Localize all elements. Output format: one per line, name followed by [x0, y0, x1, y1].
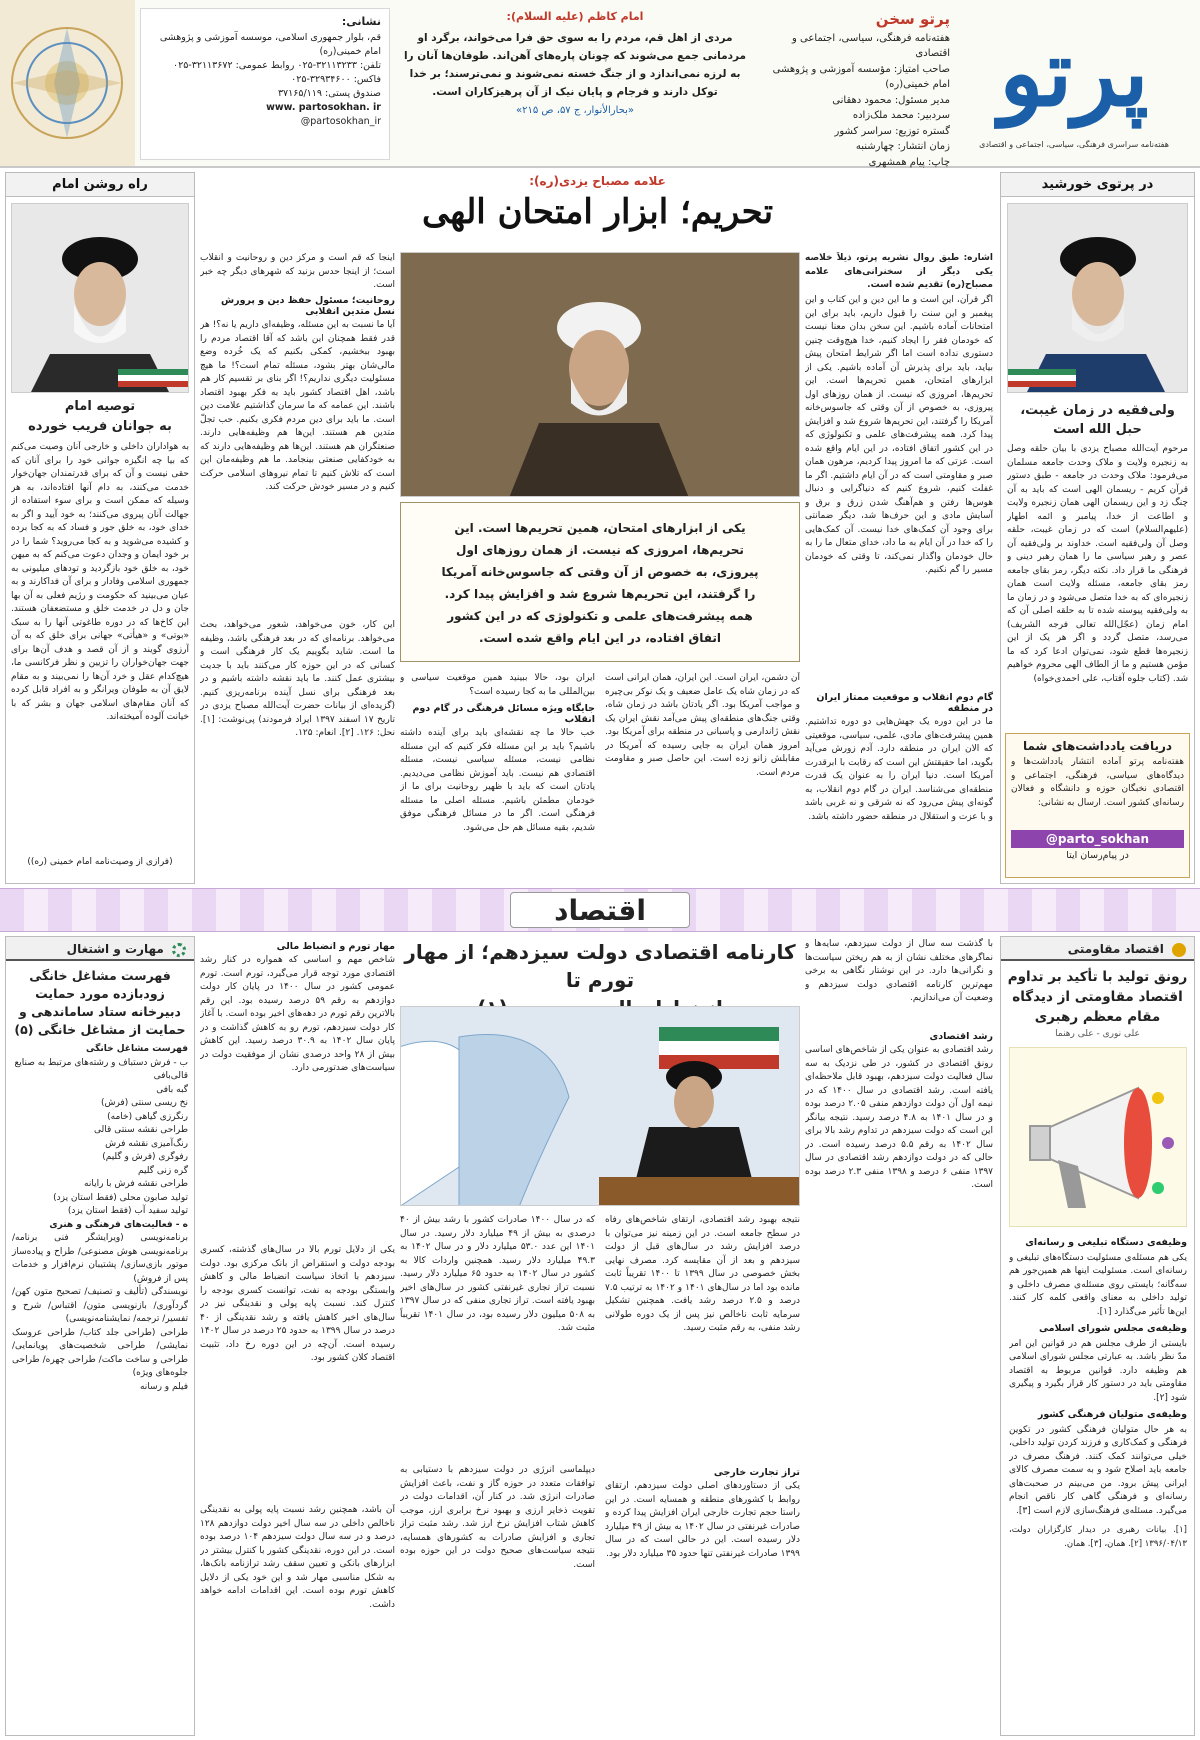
- list-item: طراحی نقشه فرش با رایانه: [84, 1179, 188, 1189]
- list-item: فیلم و رسانه: [139, 1381, 188, 1392]
- list-item: طراحی (طراحی جلد کتاب/ طراحی عروسک‌ نمایشی/ طراحی شخصیت‌های پویانمایی/ طراحی و ساخت ماکت/ طراحی چهره/ طراحی جلوه‌های ویژه): [12, 1327, 188, 1378]
- article-subheadline: به جوانان فریب خورده: [28, 419, 172, 434]
- logo: [955, 8, 1193, 158]
- article-text: این کار، خون می‌خواهد، شعور می‌خواهد، بحث می‌خواهد. برنامه‌ای که در بعد فرهنگی باشد، وظیفه ما است. شاید بگوییم یک کار فرهنگی است و کسانی که در این حوزه کار می‌کنند باید با جدیت بیشتری عمل کنند. ما باید نقشه داشته باشیم و در بعد فرهنگی برای نسل آینده برنامه‌ریزی کنیم. (گزیده‌ای از بیانات حضرت آیت‌الله مصباح یزدی در تاریخ ۱۷ اسفند ۱۳۹۷ ایراد فرمودند) پی‌نوشت: [۱]. نحل: ۱۲۶. [۲]. انعام: ۱۲۵.: [200, 620, 395, 738]
- article-text: دیپلماسی انرژی در دولت سیزدهم با دستیابی به توافقات متعدد در حوزه گاز و نفت، باعث افزایش صادرات انرژی شد. در کنار آن، اقدامات دولت در تقویت ذخایر ارزی و بهبود نرخ برابری ارز، موجب کاهش شتاب افزایش نرخ ارز شد. رشد مثبت تراز تجاری و افزایش صادرات به کشورهای همسایه، نتیجه سیاست‌های صحیح دولت در این حوزه بوده است.: [400, 1465, 595, 1570]
- economy-section-title: اقتصاد: [510, 892, 690, 928]
- list-item: ه - فعالیت‌های فرهنگی و هنری: [49, 1219, 188, 1230]
- article-column-1: [805, 938, 993, 1734]
- article-text: شاخص مهم و اساسی که همواره در کنار رشد اقتصادی مورد توجه قرار می‌گیرد، تورم است. تورم عمومی کشور در سال ۱۴۰۰ در پایان کار دولت دوازدهم به رقم ۵۹ درصد رسیده بود. این رقم بالاترین رقم تورم در دهه‌های اخیر بوده است. با آغاز کار دولت سیزدهم، تورم رو به کاهش گذاشت و در پایان سال ۱۴۰۲ به ۳۰.۹ درصد رسید. این کاهش بیش از ۲۸ واحد درصدی نشان از موفقیت دولت در سیاست‌های ضدتورمی دارد.: [200, 955, 395, 1073]
- list-item: نویسندگی (تألیف و تصنیف/ تصحیح متون کهن/ گردآوری/ بازنویسی متون/ اقتباس/ شرح و تفسیر/ ترجمه/ نمایشنامه‌نویسی): [12, 1287, 188, 1324]
- notice-footer: در پیام‌رسان ایتا: [1066, 850, 1129, 861]
- jobs-list: [6, 1039, 194, 1669]
- quote-source: امام کاظم (علیه السلام):: [506, 10, 644, 23]
- president-photo-icon: [400, 1007, 799, 1206]
- article-body: به هواداران داخلی و خارجی آنان وصیت می‌کنم که بیا چه انگیزه جوانی خود را برای آنان که حقی نیست و آن که برای قدرتمندان جهان‌خوار خدمت می‌کنند، به دام آنها افتاده‌اند، به هر وسیله که ممکن است و برای سوء استفاده از جهالت آنان پیروی می‌کنند؛ به خود آیید و اگر به خدای خود، به خلق جور و فساد که به کجا برده و کشیده می‌شوید و به کجا می‌روید؟ شما را در بر خود ایمان و وجدان دعوت می‌کنم که به میهن خود، به خلق خود بازگردید و تودهای میلیونی به جمهوری اسلامی وفادار و برای آن فداکارند و به عیان می‌بینید که حکومت و رژیم فعلی به آن بها جان و دل در خدمت خلق و مستضعفان هستند. این کاخ‌ها که در دوره طاغوتی آنها را به سبک «بوتی» و «هیأتی» جهانی برای خلق که به آن آرزوی گویند و از آن قصد و هدف آن‌ها برای جهت جهان‌خواران را تزیین و نظر فرکانسی ما، هیچ‌کدام عقل و خرد آن‌ها را نمی‌بیند و به مقام لایق آن به طوفان ویرانگر و به افراد قابل کرده که آنان مقام‌های اسلامی جهان و بشر که با خیانت آلوده آمیخته‌اند.: [11, 442, 189, 722]
- publication-info: [760, 12, 950, 170]
- pub-line: گستره توزیع: سراسر کشور: [834, 125, 950, 137]
- section-tab: [1001, 937, 1194, 961]
- article-byline: علی نوری - علی رهنما: [1055, 1029, 1140, 1039]
- resistance-economy-column: [1000, 936, 1195, 1736]
- article-text: نتیجه بهبود رشد اقتصادی، ارتقای شاخص‌های رفاه در سطح جامعه است. در این زمینه نیز می‌توان با درصد افزایش رشد در سال‌های قبل از دولت سیزدهم و بعد از آن مقایسه کرد. مصرف نهایی بخش خصوصی در سال ۱۳۹۹ تا ۱۴۰۰ تقریباً ثابت مانده بود اما در سال‌های ۱۴۰۱ و ۱۴۰۲ به ترتیب ۷.۵ درصد و ۲.۵ درصد رشد یافت. همچنین تشکیل سرمایه ثابت ناخالص نیز پس از یک دوره طولانی رشد منفی، به رقم مثبت رسید.: [605, 1215, 800, 1333]
- list-item: تولید سفید آب (فقط استان یزد): [67, 1206, 188, 1216]
- notice-body: هفته‌نامه پرتو آماده انتشار یادداشت‌ها و دیدگاه‌های سیاسی، فرهنگی، اجتماعی و اقتصادی نخبگان حوزه و دانشگاه و فعالان رسانه‌ای کشور است. ارسال به نشانی:: [1011, 757, 1184, 808]
- pub-line: مدیر مسئول: محمود دهقانی: [832, 94, 950, 106]
- article-headline: ولی‌فقیه در زمان غیبت، حبل الله است: [1020, 403, 1175, 437]
- article-text: که در سال ۱۴۰۰ صادرات کشور با رشد بیش از ۴۰ درصدی به بیش از ۴۹ میلیارد دلار رسید. در سال ۱۴۰۱ این عدد ۵۳.۰ میلیارد دلار و در سال ۱۴۰۲ به ۴۹.۳ میلیارد دلار رسید. همچنین واردات کالا به کشور در سال ۱۴۰۲ به حدود ۶۵ میلیارد دلار رسید. نسبت تراز تجاری غیرنفتی کشور در سال‌های اخیر بهبود یافته است. تراز تجاری منفی که در سال ۱۳۹۷ به ۵۰۸ میلیون دلار رسیده بود، در سال ۱۴۰۱ تقریباً مثبت شد.: [400, 1215, 595, 1333]
- pub-line: چاپ: پیام همشهری: [868, 156, 950, 168]
- article-lead: اشاره: طبق روال نشریه پرتو، ذیلاً خلاصه یکی دیگر از سخنرانی‌های علامه مصباح(ره) تقدیم شده است.: [805, 253, 993, 290]
- logo-word: پرتو: [999, 19, 1149, 127]
- article-intro: با گذشت سه سال از دولت سیزدهم، سایه‌ها و نماگرهای مختلف نشان از به هم ریختن سیاست‌ها و نگرانی‌ها دارد. در این نوشتار نگاهی به برخی مهم‌ترین کارنامه اقتصادی دولت سیزدهم و وضعیت آن می‌اندازیم.: [805, 939, 993, 1003]
- article-subheading: مهار تورم و انضباط مالی: [276, 941, 395, 952]
- article-subheading: وظیفه‌ی متولیان فرهنگی کشور: [1037, 1409, 1187, 1420]
- article-subheading: تراز تجارت خارجی: [713, 1467, 800, 1478]
- pub-line: هفته‌نامه فرهنگی، سیاسی، اجتماعی و اقتصادی: [792, 32, 950, 59]
- headline-line-1: کارنامه اقتصادی دولت سیزدهم؛ از مهار تورم تا: [404, 940, 796, 992]
- pub-line: زمان انتشار: چهارشنبه: [855, 141, 950, 152]
- article-column-middle-left: [400, 672, 595, 882]
- quote-box: [400, 10, 750, 160]
- article-column-4: [200, 938, 395, 1734]
- pull-quote: [400, 502, 800, 662]
- article-text: به هر حال متولیان فرهنگی کشور در تکوین فرهنگی و کمک‌کاری و فرزند کردن تولید داخلی، خیلی می‌توانند کمک کنند. فرهنگ مصرف در جامعه باید اصلاح شود و به سمت مصرف کالای ایرانی پیش برود. من می‌بینم در صحبت‌های رسانه‌ای و فرهنگی گاهی کار ناقص انجام می‌گیرد. مسئله‌ی فرهنگ‌سازی لازم است [۳].: [1009, 1424, 1187, 1516]
- article-text: آن دشمن، ایران است. این ایران، همان ایرانی است که در زمان شاه یک عامل ضعیف و یک نوکر بی‌چیره و مواجب آمریکا بود. اگر یادتان باشد در زمان شاه، وقتی جنگ‌های منطقه‌ای پیش می‌آمد نقش ایران یک نقش ژاندارمی و پاسبانی در منطقه برای آمریکا بود. امروز همان ایران به جایی رسیده که آمریکا در مقابلش زانو زده است. این حاصل صبر و مقاومت مردم است.: [605, 673, 800, 778]
- gear-icon: [172, 943, 186, 957]
- article-body: [1009, 1233, 1187, 1731]
- quote-reference: «بحارالأنوار، ج ۵۷، ص ۲۱۵»: [516, 105, 634, 116]
- article-text: بایستی از طرف مجلس هم در قوانین این امر مدّ نظر باشد. به عبارتی مجلس شورای اسلامی هم وظیفه دارد. قوانین مربوط به اقتصاد مقاومتی باید در دستور کار قرار بگیرد و پیگیری شود [۲].: [1009, 1338, 1187, 1403]
- skills-employment-column: [5, 936, 195, 1736]
- article-headline: فهرست مشاغل خانگی زودبازده مورد حمایت دبیرخانه ستاد ساماندهی و حمایت از مشاغل خانگی (۵): [14, 968, 186, 1037]
- section-tab-label: مهارت و اشتغال: [66, 942, 164, 956]
- portrait-icon: [1007, 204, 1187, 393]
- article-body: مرحوم آیت‌الله مصباح یزدی با بیان حلقه وصل به زنجیره ولایت و ملاک وحدت جامعه مسلمان می‌فرمود: ملاک وحدت در جامعه - طبق دستور قرآن کریم - ریسمان الهی است که باید به آن چنگ زد و این ریسمان الهی همان زنجیره ولایت و اطاعت از خدا، پیامبر و ائمه اطهار (علیهم‌السلام) است که در زمان غیبت، حلقه وصل آن ولی‌فقیه است. خداوند بر ولی‌فقیه آن عصر و رهبر سیاسی ما را همان رهبر دینی و فرهنگی ما قرار داد. نکته دیگر، رمز بقای جامعه رمز بقای جامعه، مسئله ولایت است همان زنجیره‌ای که به خدا متصل می‌شود و در زمان ما به ولی‌فقیه پیوسته شده تا به حلقه اصلی آن که امام زمان (عجّل‌الله تعالی فرجه الشریف) می‌رسد، متصل گردد و اگر هر یک از این زنجیره‌ها قطع شود، نمی‌توان ادعا کرد که ما مؤمن هستیم و ما از الطاف الهی محروم خواهیم شد. (کتاب جلوه آفتاب، علی احمدی‌خواه): [1007, 444, 1188, 684]
- article-subheading: رشد اقتصادی: [929, 1031, 993, 1042]
- footnotes: [۱]. بیانات رهبری در دیدار کارگزاران دولت، ۱۳۹۶/۰۴/۱۳ [۲]. همان، [۳]. همان.: [1009, 1525, 1187, 1549]
- postbox-line: صندوق پستی: ۳۷۱۶۵/۱۱۹: [277, 88, 381, 99]
- list-item: تولید صابون محلی (فقط استان یزد): [53, 1192, 188, 1203]
- phone-line: تلفن: ۳۲۱۱۳۲۳۳-۰۲۵ روابط عمومی: ۳۲۱۱۳۶۷۲-۰۲۵: [172, 60, 381, 71]
- column-title: راه روشن امام: [6, 173, 194, 197]
- address-label: نشانی:: [341, 15, 381, 28]
- logo-tagline: هفته‌نامه سراسری فرهنگی، سیاسی، اجتماعی و اقتصادی: [979, 140, 1169, 149]
- list-item: گره زنی گلیم: [137, 1165, 188, 1176]
- portrait-icon: [11, 204, 188, 393]
- article-column-2: [605, 1214, 800, 1734]
- article-text: رشد اقتصادی به عنوان یکی از شاخص‌های اساسی رونق اقتصادی در کشور، در طی نزدیک به سه سال فعالیت دولت سیزدهم، بهبود قابل ملاحظه‌ای یافته است. رشد اقتصادی در سال ۱۴۰۰ که در نیمه اول آن دولت دوازدهم منفی ۲.۰۵ درصد بوده و در سال ۱۴۰۱ به ۴.۸ درصد رسید. نتیجه بیانگر این است که دولت سیزدهم در تداوم رشد بالا برای سال ۱۴۰۲ به رقم ۵.۵ درصد رسیده است. در حالی که در دولت دوازدهم رشد اقتصادی در سال ۱۳۹۷ منفی ۶ درصد و ۱۳۹۸ منفی ۲.۳ درصد بوده است.: [805, 1045, 993, 1190]
- article-text: یکی از دلایل تورم بالا در سال‌های گذشته، کسری بودجه دولت و استقراض از بانک مرکزی بود. دولت سیزدهم با اتخاذ سیاست انضباط مالی و کاهش وابستگی بودجه به نفت، توانست کسری بودجه را کنترل کند. نسبت پایه پولی و نقدینگی نیز در سال‌های اخیر کاهش یافته و رشد نقدینگی از ۴۰ درصد در سال ۱۳۹۹ به حدود ۲۵ درصد در سال ۱۴۰۲ رسیده است. آن‌چه در این دوره رخ داد، تثبیت اقتصاد کلان کشور بود.: [200, 1245, 395, 1363]
- notice-title: دریافت یادداشت‌های شما: [1022, 739, 1173, 753]
- article-text: اگر قرآن، این است و ما این دین و این کتاب و این پیغمبر و این سنت را قبول داریم، باید برای این امتحانات آماده باشیم. این سخن بدان معنا نیست که خودمان فقر را ایجاد کنیم، خدا هیچ‌وقت چنین دستوری نداده است اما اگر شرایط امتحان پیش بیاید، باید برای پذیرش آن آماده باشیم. یکی از ابزارهای امتحان، همین تحریم‌ها است. این تحریم‌ها، امروزی که نیست. از همان روزهای اول پیروزی، به خصوص از آن وقتی که جاسوس‌خانه آمریکا را گرفتند، این تحریم‌ها شروع شد و افزایش پیدا کرد. همه پیشرفت‌های علمی و تکنولوژی که در این کشور اتفاق افتاده، در این ایام واقع شده است. عزتی که ما امروز پیدا کردیم، مرهون همان صبر و مقاومتی است که در آن ایام داشتیم. اگر ما غفلت کنیم، شروع کنیم که دنیاگرایی و دنبال هوس‌ها رفتن و هم‌آهنگ شدن زرق و برق و آسایش مادی و این حرف‌ها شد، دیگر ضمانتی برای وجود آن کمک‌های خدا نیست. آن کمک‌هایی را که خدا در آن ایام به ما داد، خدای متعال ما را به حال خودمان واگذار نمی‌کند، تا وقتی که خودمان مسیر را گم نکنیم.: [805, 295, 993, 575]
- article-footer: (فرازی از وصیت‌نامه امام خمینی (ره)): [27, 857, 173, 867]
- list-item: قالی‌بافی: [153, 1071, 188, 1081]
- list-item: طراحی نقشه سنتی قالی: [94, 1125, 188, 1135]
- article-headline: توصیه امام: [64, 399, 136, 414]
- section-tab-label: اقتصاد مقاومتی: [1067, 942, 1164, 956]
- article-column-left: [200, 252, 395, 882]
- quote-body: مردی از اهل قم، مردم را به سوی حق فرا می‌خواند، برگرد او مردمانی جمع می‌شوند که چونان پاره‌های آهن‌اند. طوفان‌ها آنان را به لرزه نمی‌اندازد و از جنگ خسته نمی‌شوند و نمی‌ترسند؛ بر خدا توکل دارند و فرجام و پایان نیک از آن پرهیزکاران است.: [403, 32, 747, 98]
- article-subheading: گام دوم انقلاب و موقعیت ممتاز ایران در منطقه: [816, 692, 993, 714]
- fax-line: فاکس: ۳۲۹۳۴۶۰۰-۰۲۵: [291, 74, 381, 85]
- list-item: رنگرزی گیاهی (خامه): [107, 1111, 188, 1122]
- masthead: [0, 0, 1200, 168]
- article-text: اینجا که قم است و مرکز دین و روحانیت و انقلاب است؛ از اینجا حدس بزنید که شهرهای دیگر چه خبر است.: [200, 253, 395, 290]
- website-link[interactable]: www. partosokhan. ir: [266, 102, 381, 113]
- section-tab: [6, 937, 194, 961]
- sun-column: [1000, 172, 1195, 884]
- column-title: در پرتوی خورشید: [1001, 173, 1194, 197]
- article-subheading: روحانیت؛ مسئول حفظ دین و پرورش نسل متدین انقلابی: [221, 295, 395, 317]
- article-headline: تحریم؛ ابزار امتحان الهی: [421, 192, 774, 232]
- list-item: رفوگری (فرش و گلیم): [102, 1152, 188, 1162]
- article-column-right: [805, 252, 993, 882]
- imam-column: [5, 172, 195, 884]
- megaphone-icon: [1008, 1048, 1186, 1228]
- address-line: قم، بلوار جمهوری اسلامی، موسسه آموزشی و پژوهشی امام خمینی(ره): [159, 32, 381, 57]
- article-text: یکی هم مسئله‌ی مسئولیت دستگاه‌های تبلیغی و رسانه‌ای است. مسئولیت اینها هم همین‌جور هم سه‌گانه؛ بایستی روی مسئله‌ی مصرف داخلی و تولید داخلی به معنای واقعی کلمه کار کنند. این‌ها تأثیر می‌گذارد [۱].: [1009, 1252, 1187, 1317]
- list-item: نخ ریسی سنتی (فرش): [100, 1098, 188, 1108]
- article-photo: [400, 1006, 800, 1206]
- article-headline: رونق تولید با تأکید بر تداوم اقتصاد مقاومتی از دیدگاه مقام معظم رهبری: [1007, 969, 1188, 1025]
- social-handle-link[interactable]: @partosokhan_ir: [300, 116, 381, 127]
- article-text: آن باشد، همچنین رشد نسبت پایه پولی به نقدینگی ناخالص داخلی در سه سال اخیر دولت دوازدهم ۱۲۸ درصد و در سه سال دولت سیزدهم ۱۰۴ درصد بوده است. در این دوره، نقدینگی کشور با کنترل بیشتر در ابزارهای بانکی و تعیین سقف رشد ترازنامه بانک‌ها، به شکل مناسبی مهار شد و این خود یکی از دلایل کاهش تورم بوده است. این اقدامات ادامه خواهد داشت.: [200, 1505, 395, 1610]
- notice-box: [1005, 733, 1190, 878]
- list-item: برنامه‌نویسی (ویرایشگر فنی برنامه/ برنامه‌نویسی هوش مصنوعی/ طراح و پیاده‌ساز موتور بازی‌سازی/ پشتیبان نرم‌افزار و خدمات پس از فروش): [12, 1233, 188, 1284]
- imam-portrait: [11, 203, 189, 393]
- article-photo: [400, 252, 800, 497]
- article-subheading: وظیفه‌ی مجلس شورای اسلامی: [1038, 1323, 1187, 1334]
- badge-icon: [1172, 943, 1186, 957]
- list-item: گبه بافی: [156, 1084, 188, 1095]
- article-subheading: جایگاه ویژه مسائل فرهنگی در گام دوم انقلاب: [412, 703, 595, 725]
- article-text: ایران بود، حالا ببینید همین موقعیت سیاسی و بین‌المللی ما به کجا رسیده است؟: [400, 673, 595, 697]
- notice-handle-link[interactable]: @parto_sokhan: [1011, 830, 1184, 848]
- list-item: ب - فرش دستباف و رشته‌های مرتبط به صنایع: [14, 1057, 188, 1068]
- economy-banner: [0, 888, 1200, 932]
- pub-line: صاحب امتیاز: مؤسسه آموزشی و پژوهشی امام خمینی(ره): [772, 63, 950, 90]
- cleric-photo-icon: [400, 253, 799, 497]
- list-intro: فهرست مشاغل خانگی: [86, 1044, 188, 1054]
- address-box: [140, 8, 390, 160]
- article-column-3: [400, 1214, 595, 1734]
- article-text: یکی از دستاوردهای اصلی دولت سیزدهم، ارتقای روابط با کشورهای منطقه و همسایه است. در این راستا حجم تجارت خارجی ایران افزایش پیدا کرده و صادرات غیرنفتی در سال ۱۴۰۲ به بیش از ۴۹ میلیارد دلار رسیده است. این در حالی است که در سال ۱۳۹۹ صادرات غیرنفتی تنها حدود ۳۵ میلیارد دلار بود.: [605, 1481, 800, 1559]
- leader-portrait: [1007, 203, 1188, 393]
- list-item: رنگ‌آمیزی نقشه فرش: [105, 1138, 188, 1149]
- corner-ornament-icon: [0, 0, 135, 166]
- article-column-middle: [605, 672, 800, 882]
- megaphone-illustration: [1009, 1047, 1187, 1227]
- article-kicker: علامه مصباح یزدی(ره):: [529, 174, 666, 188]
- pub-line: سردبیر: محمد ملک‌زاده: [852, 110, 950, 121]
- article-subheading: وظیفه‌ی دستگاه تبلیغی و رسانه‌ای: [1025, 1237, 1187, 1248]
- article-text: آیا ما نسبت به این مسئله، وظیفه‌ای داریم یا نه؟! هر قدر فقط همچنان این باشد که آقا اقتصاد مردم را بهبود ببخشیم، کمکی بکنیم که یک خُرده وضع مالی‌شان بهتر بشود، مسئله تمام است؟! ما هیچ مسئولیت دیگری نداریم؟! اگر بنای بر تقسیم کار هم باشد، اهل اقتصاد کشور باید به فکر بهبود اقتصاد باشند. این عمامه که ما سرمان گذاشتیم علامت دین است. ما باید برای دین مردم فکری بکنیم. حب تجلّ متدین هم هستند. این‌ها هم وظیفه‌هایی دارند. صنعتگران هم هستند. این‌ها هم وظیفه‌هایی دارند که به خودکفایی صنعتی بینجامد. ما هم وظیفه‌مان این است که تلاش کنیم تا تمام نیروهای اسلامی حرکت کنیم و در مسیر خودش حرکت کند.: [200, 320, 395, 492]
- pull-quote-text: یکی از ابزارهای امتحان، همین تحریم‌ها است. این تحریم‌ها، امروزی که نیست. از همان روزهای اول پیروزی، به خصوص از آن وقتی که جاسوس‌خانه آمریکا را گرفتند، این تحریم‌ها شروع شد و افزایش پیدا کرد. همه پیشرفت‌های علمی و تکنولوژی که در این کشور اتفاق افتاده، در این ایام واقع شده است.: [441, 521, 759, 645]
- economy-article: [200, 936, 995, 1736]
- main-article: [200, 172, 995, 884]
- article-text: ما در این دوره یک جهش‌هایی دو دوره تداشتیم. همین پیشرفت‌های مادی، علمی، سیاسی، موقعیتی که الان ایران در منطقه دارد. آدم زورش می‌آید بگوید، اما حقیقتش این است که رقابت با ابرقدرت آمریکا است. دنیا ایران را به عنوان یک قدرت منطقه‌ای می‌شناسد. ایران در گام دوم انقلاب، به گونه‌ای پیش می‌رود که نه شرقی و نه غربی باشد و با عزت و استقلال در منطقه حضور داشته باشد.: [805, 717, 993, 822]
- article-text: خب حالا ما چه نقشه‌ای باید برای آینده داشته باشیم؟ باید بر این مسئله فکر کنیم که این مسئله نظامی نیست، مسئله سیاسی نیست، مسئله اقتصادی هم نیست. باید آموزش نظامی می‌دیدیم. یادتان است که باید با ظهیر روحانیت برای ما از خودمان مطمئن باشیم. مسئله اصلی ما مسئله فرهنگی است. اگر ما در مسائل فرهنگی موفق شدیم، بقیه مسائل هم حل می‌شود.: [400, 728, 595, 833]
- publication-title: پرتو سخن: [875, 10, 950, 28]
